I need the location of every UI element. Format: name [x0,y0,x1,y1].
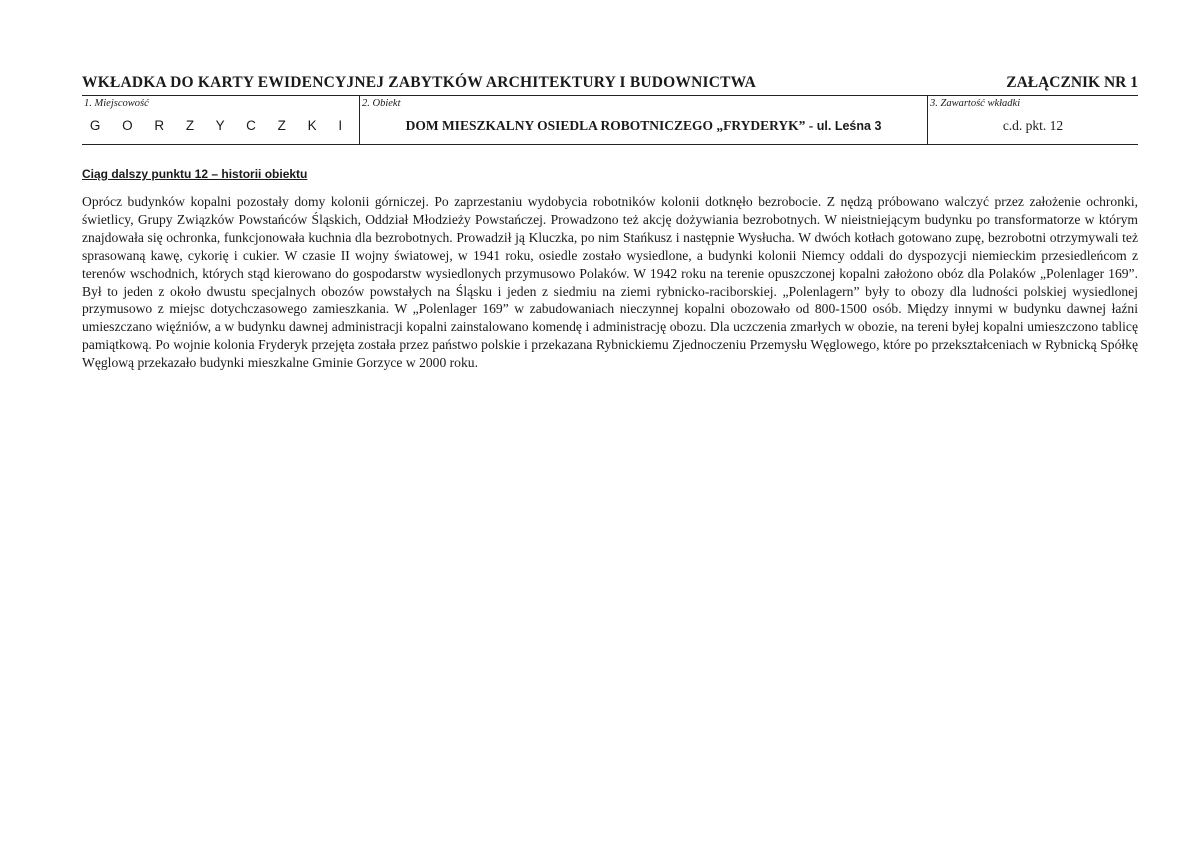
field-object-value [360,118,927,134]
header-row [82,70,1138,92]
section-body: Oprócz budynków kopalni pozostały domy kolonii górniczej. Po zaprzestaniu wydobycia robotników kolonii dotknęło bezrobocie. Z nędzą próbowano walczyć przez założenie ochronki, świetlicy, Grupy Związków Powstańców Śląskich, Oddział Młodzieży Powstańczej. Prowadzono też akcję dożywiania bezrobotnych. W nieistniejącym budynku po transformatorze w którym znajdowała się ochronka, funkcjonowała kuchnia dla bezrobotnych. Prowadził ją Kluczka, po nim Stańkusz i następnie Wysłucha. W dwóch kotłach gotowano zupę, bezrobotni otrzymywali też sprasowaną kawę, cykorię i cukier. W czasie II wojny światowej, w 1941 roku, osiedle zostało wysiedlone, a budynki kolonii Niemcy oddali do dyspozycji niemieckim przesiedleńcom z terenów wschodnich, których stąd kierowano do gospodarstw wysiedlonych przymusowo Polaków. W 1942 roku na terenie opuszczonej kopalni założono obóz dla Polaków „Polenlager 169”. Był to jeden z około dwustu specjalnych obozów powstałych na Śląsku i jeden z siedmiu na ziemi rybnicko-raciborskiej. „Polenlagern” były to obozy dla ludności polskiej wysiedlonej przymusowo z miejsc dotychczasowego zamieszkania. W „Polenlager 169” w zabudowaniach nieczynnej kopalni obozowało od 800-1500 osób. Między innymi w budynku dawnej łaźni umieszczano więźniów, a w budynku dawnej administracji kopalni zainstalowano komendę i administrację obozu. Dla uczczenia zmarłych w obozie, na tereni byłej kopalni umieszczono tablicę pamiątkową. Po wojnie kolonia Fryderyk przejęta została przez państwo polskie i przekazana Rybnickiemu Zjednoczeniu Przemysłu Węglowego, które po przekształceniach w Rybnicką Spółkę Węglową przekazało budynki mieszkalne Gminie Gorzyce w 2000 roku. [82,194,1138,371]
field-contents-label: 3. Zawartość wkładki [930,98,1021,109]
attachment-number: ZAŁĄCZNIK NR 1 [1006,74,1138,91]
document-page [82,70,1138,372]
field-contents-value: c.d. pkt. 12 [1002,118,1064,133]
field-location-label: 1. Miejscowość [84,98,149,109]
fields-table [82,96,1138,145]
field-object [359,96,927,144]
field-object-value-main: DOM MIESZKALNY OSIEDLA ROBOTNICZEGO „FRYDERYK” - [405,118,814,133]
section-heading: Ciąg dalszy punktu 12 – historii obiektu [82,167,308,181]
field-contents [927,96,1138,144]
field-location [82,96,359,144]
field-object-label: 2. Obiekt [362,98,401,109]
field-object-value-street: ul. Leśna 3 [813,119,882,133]
document-title: WKŁADKA DO KARTY EWIDENCYJNEJ ZABYTKÓW ARCHITEKTURY I BUDOWNICTWA [82,74,757,91]
field-location-value: G O R Z Y C Z K I [89,118,352,133]
